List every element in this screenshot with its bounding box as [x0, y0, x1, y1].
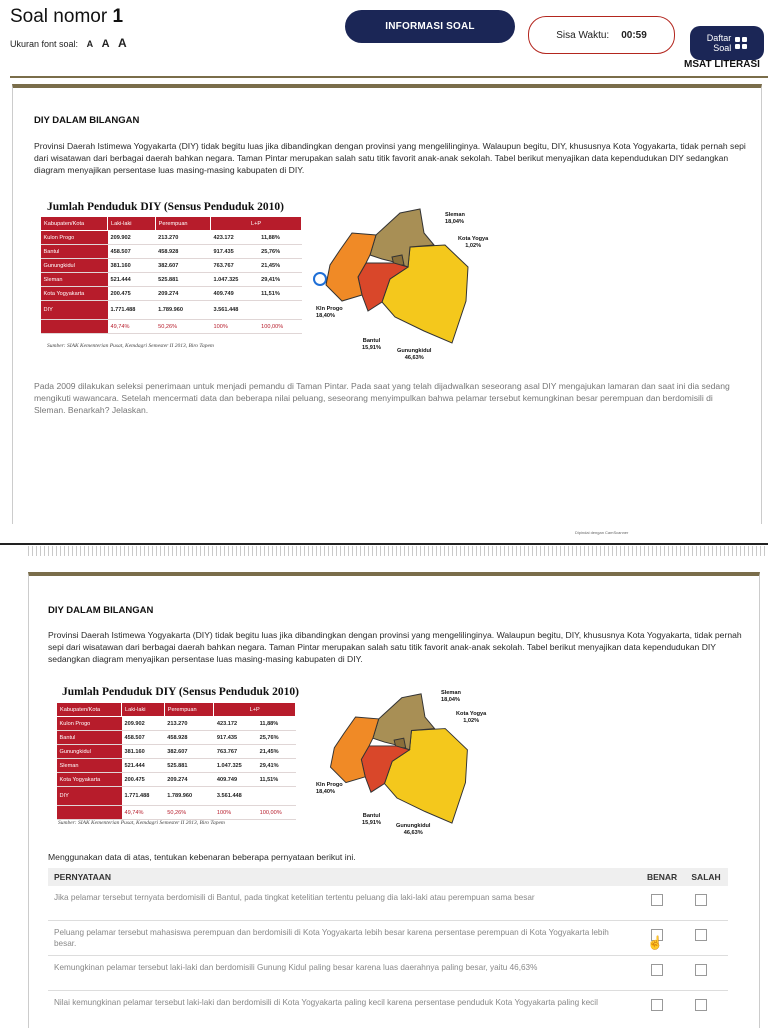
population-table — [40, 216, 302, 334]
map-label-kota: Kota Yogya 1,02% — [458, 236, 489, 249]
case-paragraph: Pada 2009 dilakukan seleksi penerimaan untuk menjadi pemandu di Taman Pintar. Pada saat yang telah dijadwalkan seseorang asal DIY mengajukan lamaran dan saat ini dia sedang mengikuti wawancara. Setelah mencermati data dan beberapa nilai peluang, seseorang menyimpulkan bahwa pelamar tersebut kemungkinan besar perempuan dan berdomisili di Sleman. Benarkah? Jelaskan. — [34, 381, 730, 415]
table-percent-row: 49,74% 50,26% 100% 100,00% — [57, 806, 296, 820]
timer-box — [528, 16, 675, 54]
benar-checkbox[interactable] — [651, 894, 663, 906]
table-header: L+P — [211, 217, 302, 231]
hand-cursor-icon: ☝ — [647, 935, 664, 950]
table-row: Sleman 521.444 525.881 1.047.325 29,41% — [57, 759, 296, 773]
font-medium-button[interactable]: A — [101, 38, 110, 50]
table-row: Sleman 521.444 525.881 1.047.325 29,41% — [41, 273, 302, 287]
page-divider — [0, 543, 768, 545]
statements-header — [48, 868, 728, 886]
table-header: Laki-laki — [108, 217, 156, 231]
table-total-row: DIY 1.771.488 1.789.960 3.561.448 — [41, 301, 302, 320]
font-large-button[interactable]: A — [118, 36, 127, 50]
table-row: Kulon Progo 209.902 213.270 423.172 11,88% — [57, 717, 296, 731]
header-pernyataan: PERNYATAAN — [54, 872, 111, 882]
table-row: Kulon Progo 209.902 213.270 423.172 11,88% — [41, 231, 302, 245]
table-total-row: DIY 1.771.488 1.789.960 3.561.448 — [57, 787, 296, 806]
daftar-label-line2: Soal — [713, 43, 732, 53]
statement-row — [48, 991, 728, 1025]
population-table-2 — [56, 702, 296, 820]
table-source: Sumber: SIAK Kementerian Pusat, Kemdagri Semester II 2013, Biro Tapem — [47, 343, 214, 349]
table-row: Bantul 458.507 458.928 917.435 25,76% — [41, 245, 302, 259]
statement-text: Nilai kemungkinan pelamar tersebut laki-laki dan berdomisili di Kota Yogyakarta paling kecil karena persentase penduduk Kota Yogyakarta paling kecil — [54, 998, 598, 1007]
daftar-soal-button[interactable] — [690, 26, 764, 60]
timer-label: Sisa Waktu: — [556, 29, 610, 41]
salah-checkbox[interactable] — [695, 894, 707, 906]
statement-row — [48, 886, 728, 921]
statement-text: Jika pelamar tersebut ternyata berdomisili di Bantul, pada tingkat ketelitian tertentu peluang dia laki-laki atau perempuan sama besar — [54, 893, 535, 902]
table-header: L+P — [214, 703, 296, 717]
map-label-kota-2: Kota Yogya 1,02% — [456, 711, 487, 724]
table-row: Gunungkidul 381.160 382.607 763.767 21,45% — [41, 259, 302, 273]
question-number: 1 — [112, 6, 124, 27]
table-row: Kota Yogyakarta 200.475 209.274 409.749 11,51% — [57, 773, 296, 787]
diy-map-2 — [322, 690, 472, 825]
salah-checkbox[interactable] — [695, 964, 707, 976]
header-benar: BENAR — [646, 872, 678, 882]
statement-text: Peluang pelamar tersebut mahasiswa perempuan dan berdomisili di Kota Yogyakarta lebih besar karena persentase perempuan di Kota Yogyakarta lebih besar. — [54, 928, 609, 948]
map-label-kulonprogo-2: Kln Progo 18,40% — [316, 782, 343, 795]
title-prefix: Soal nomor — [10, 6, 108, 27]
section-title: DIY DALAM BILANGAN — [34, 115, 140, 126]
question-title — [10, 6, 123, 28]
table-row: Bantul 458.507 458.928 917.435 25,76% — [57, 731, 296, 745]
font-small-button[interactable]: A — [86, 39, 94, 49]
map-label-bantul-2: Bantul 15,91% — [362, 813, 381, 826]
font-size-label: Ukuran font soal: — [10, 39, 79, 49]
salah-checkbox[interactable] — [695, 999, 707, 1011]
table-header: Perempuan — [164, 703, 214, 717]
map-label-gunungkidul: Gunungkidul 46,63% — [397, 348, 432, 361]
section-title-2: DIY DALAM BILANGAN — [48, 605, 154, 616]
intro-paragraph-2: Provinsi Daerah Istimewa Yogyakarta (DIY) tidak begitu luas jika dibandingkan dengan provinsi yang mengelilinginya. Walaupun begitu, DIY, khususnya Kota Yogyakarta, tidak pernah sepi dari wisatawan dari berbagai daerah bahkan negara. Taman Pintar merupakan salah satu titik favorit anak-anak sekolah. Tabel berikut menyajikan data kependudukan DIY sedangkan diagram menyajikan persentase luas masing-masing kabupaten di DIY. — [48, 630, 742, 664]
table-row: Kota Yogyakarta 200.475 209.274 409.749 11,51% — [41, 287, 302, 301]
scan-hatch — [28, 546, 768, 556]
statement-text: Kemungkinan pelamar tersebut laki-laki dan berdomisili Gunung Kidul paling besar karena luas daerahnya paling besar, yaitu 46,63% — [54, 963, 538, 972]
grid-icon — [735, 37, 747, 49]
map-label-gunungkidul-2: Gunungkidul 46,63% — [396, 823, 431, 836]
salah-checkbox[interactable] — [695, 929, 707, 941]
statements-intro: Menggunakan data di atas, tentukan kebenaran beberapa pernyataan berikut ini. — [48, 852, 356, 862]
table-header: Kabupaten/Kota — [41, 217, 108, 231]
benar-checkbox[interactable] — [651, 999, 663, 1011]
table-header: Perempuan — [155, 217, 210, 231]
statement-row — [48, 921, 728, 956]
intro-paragraph: Provinsi Daerah Istimewa Yogyakarta (DIY) tidak begitu luas jika dibandingkan dengan provinsi yang mengelilinginya. Walaupun begitu, DIY, khususnya Kota Yogyakarta, tidak pernah sepi dari wisatawan dari berbagai daerah bahkan negara. Taman Pintar merupakan salah satu titik favorit anak-anak sekolah. Tabel berikut menyajikan data kependudukan DIY sedangkan diagram menyajikan persentase luas masing-masing kabupaten di DIY. — [34, 141, 746, 175]
subject-label: MSAT LITERASI — [684, 59, 760, 70]
header-salah: SALAH — [691, 872, 721, 882]
map-label-sleman: Sleman 18,04% — [445, 212, 465, 225]
diy-map — [320, 205, 470, 345]
table-source-2: Sumber: SIAK Kementerian Pusat, Kemdagri Semester II 2013, Biro Tapem — [58, 820, 225, 826]
top-bar — [0, 0, 768, 78]
map-label-bantul: Bantul 15,91% — [362, 338, 381, 351]
table-row: Gunungkidul 381.160 382.607 763.767 21,45% — [57, 745, 296, 759]
table-percent-row: 49,74% 50,26% 100% 100,00% — [41, 320, 302, 334]
header-divider — [10, 76, 768, 78]
table-header: Laki-laki — [122, 703, 165, 717]
table-header: Kabupaten/Kota — [57, 703, 122, 717]
map-label-sleman-2: Sleman 18,04% — [441, 690, 461, 703]
benar-checkbox[interactable] — [651, 964, 663, 976]
font-size-control — [10, 36, 127, 50]
table-title-2: Jumlah Penduduk DIY (Sensus Penduduk 2010) — [62, 686, 300, 698]
daftar-label-line1: Daftar — [706, 33, 732, 43]
statements-table — [48, 868, 728, 1025]
info-soal-button[interactable]: INFORMASI SOAL — [345, 10, 515, 43]
timer-value: 00:59 — [621, 29, 647, 41]
map-label-kulonprogo: Kln Progo 18,40% — [316, 306, 343, 319]
scanner-caption: Dipindai dengan CamScanner — [575, 530, 629, 535]
statement-row — [48, 956, 728, 991]
table-title: Jumlah Penduduk DIY (Sensus Penduduk 2010) — [47, 201, 285, 213]
